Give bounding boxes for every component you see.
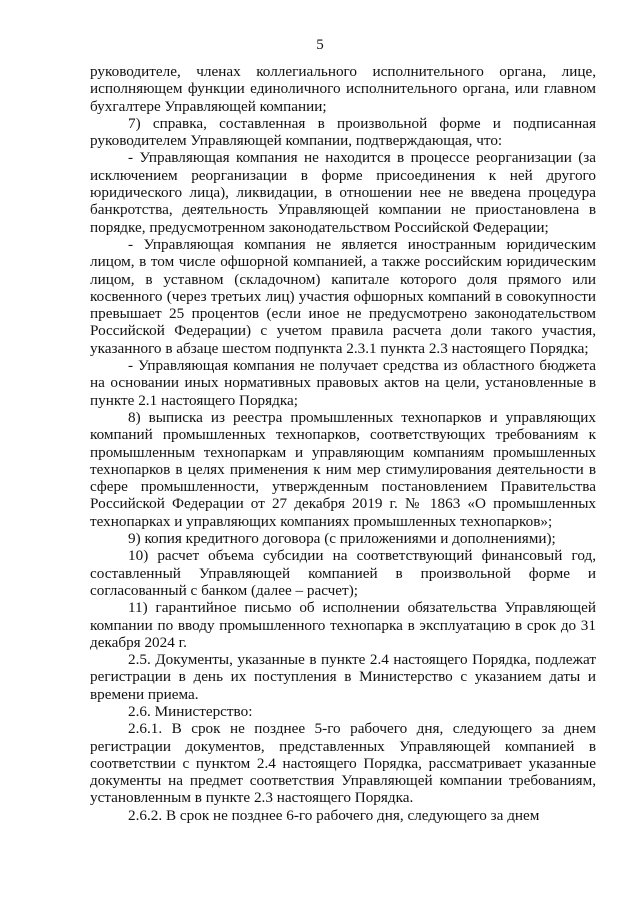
- page-number: 5: [316, 37, 324, 53]
- paragraph-item-9: 9) копия кредитного договора (с приложениями и дополнениями);: [128, 530, 556, 548]
- paragraph-continuation: руководителе, членах коллегиального исполнительного органа, лице, исполняющем функции единоличного исполнительного органа, или главном бухгалтере Управляющей компании;: [90, 63, 596, 115]
- paragraph-2-6: 2.6. Министерство:: [128, 702, 253, 720]
- paragraph-bullet-reorganization: - Управляющая компания не находится в процессе реорганизации (за исключением реорганизации в форме присоединения к ней другого юридического лица), ликвидации, в отношении нее не введена процедура банкротства, деятельность Управляющей компании не приостановлена в порядке, предусмотренном законодательством Российской Федерации;: [90, 149, 596, 236]
- paragraph-item-7: 7) справка, составленная в произвольной форме и подписанная руководителем Управляющей компании, подтверждающая, что:: [90, 114, 596, 150]
- document-body: [90, 63, 596, 824]
- paragraph-item-8: 8) выписка из реестра промышленных технопарков и управляющих компаний промышленных технопарков, соответствующих требованиям к промышленным технопаркам и управляющим компаниям промышленных технопарков в целях применения к ним мер стимулирования деятельности в сфере промышленности, утвержденным постановлением Правительства Российской Федерации от 27 декабря 2019 г. № 1863 «О промышленных технопарках и управляющих компаниях промышленных технопарков»;: [90, 408, 596, 530]
- paragraph-bullet-offshore: - Управляющая компания не является иностранным юридическим лицом, в том числе офшорной компанией, а также российским юридическим лицом, в уставном (складочном) капитале которого доля прямого или косвенного (через третьих лиц) участия офшорных компаний в совокупности превышает 25 процентов (если иное не предусмотрено законодательством Российской Федерации) с учетом правила расчета доли такого участия, указанного в абзаце шестом подпункта 2.3.1 пункта 2.3 настоящего Порядка;: [90, 235, 596, 357]
- paragraph-2-6-2: 2.6.2. В срок не позднее 6-го рабочего дня, следующего за днем: [128, 806, 540, 824]
- paragraph-bullet-budget: - Управляющая компания не получает средства из областного бюджета на основании иных нормативных правовых актов на цели, установленные в пункте 2.1 настоящего Порядка;: [90, 357, 596, 409]
- paragraph-2-6-1: 2.6.1. В срок не позднее 5-го рабочего дня, следующего за днем регистрации документов, представленных Управляющей компанией в соответствии с пунктом 2.4 настоящего Порядка, рассматривает указанные документы на предмет соответствия Управляющей компании требованиям, установленным в пункте 2.3 настоящего Порядка.: [90, 720, 596, 807]
- paragraph-item-10: 10) расчет объема субсидии на соответствующий финансовый год, составленный Управляющей компанией в произвольной форме и согласованный с банком (далее – расчет);: [90, 547, 596, 599]
- paragraph-item-11: 11) гарантийное письмо об исполнении обязательства Управляющей компании по вводу промышленного технопарка в эксплуатацию в срок до 31 декабря 2024 г.: [90, 599, 596, 651]
- paragraph-2-5: 2.5. Документы, указанные в пункте 2.4 настоящего Порядка, подлежат регистрации в день их поступления в Министерство с указанием даты и времени приема.: [90, 651, 596, 703]
